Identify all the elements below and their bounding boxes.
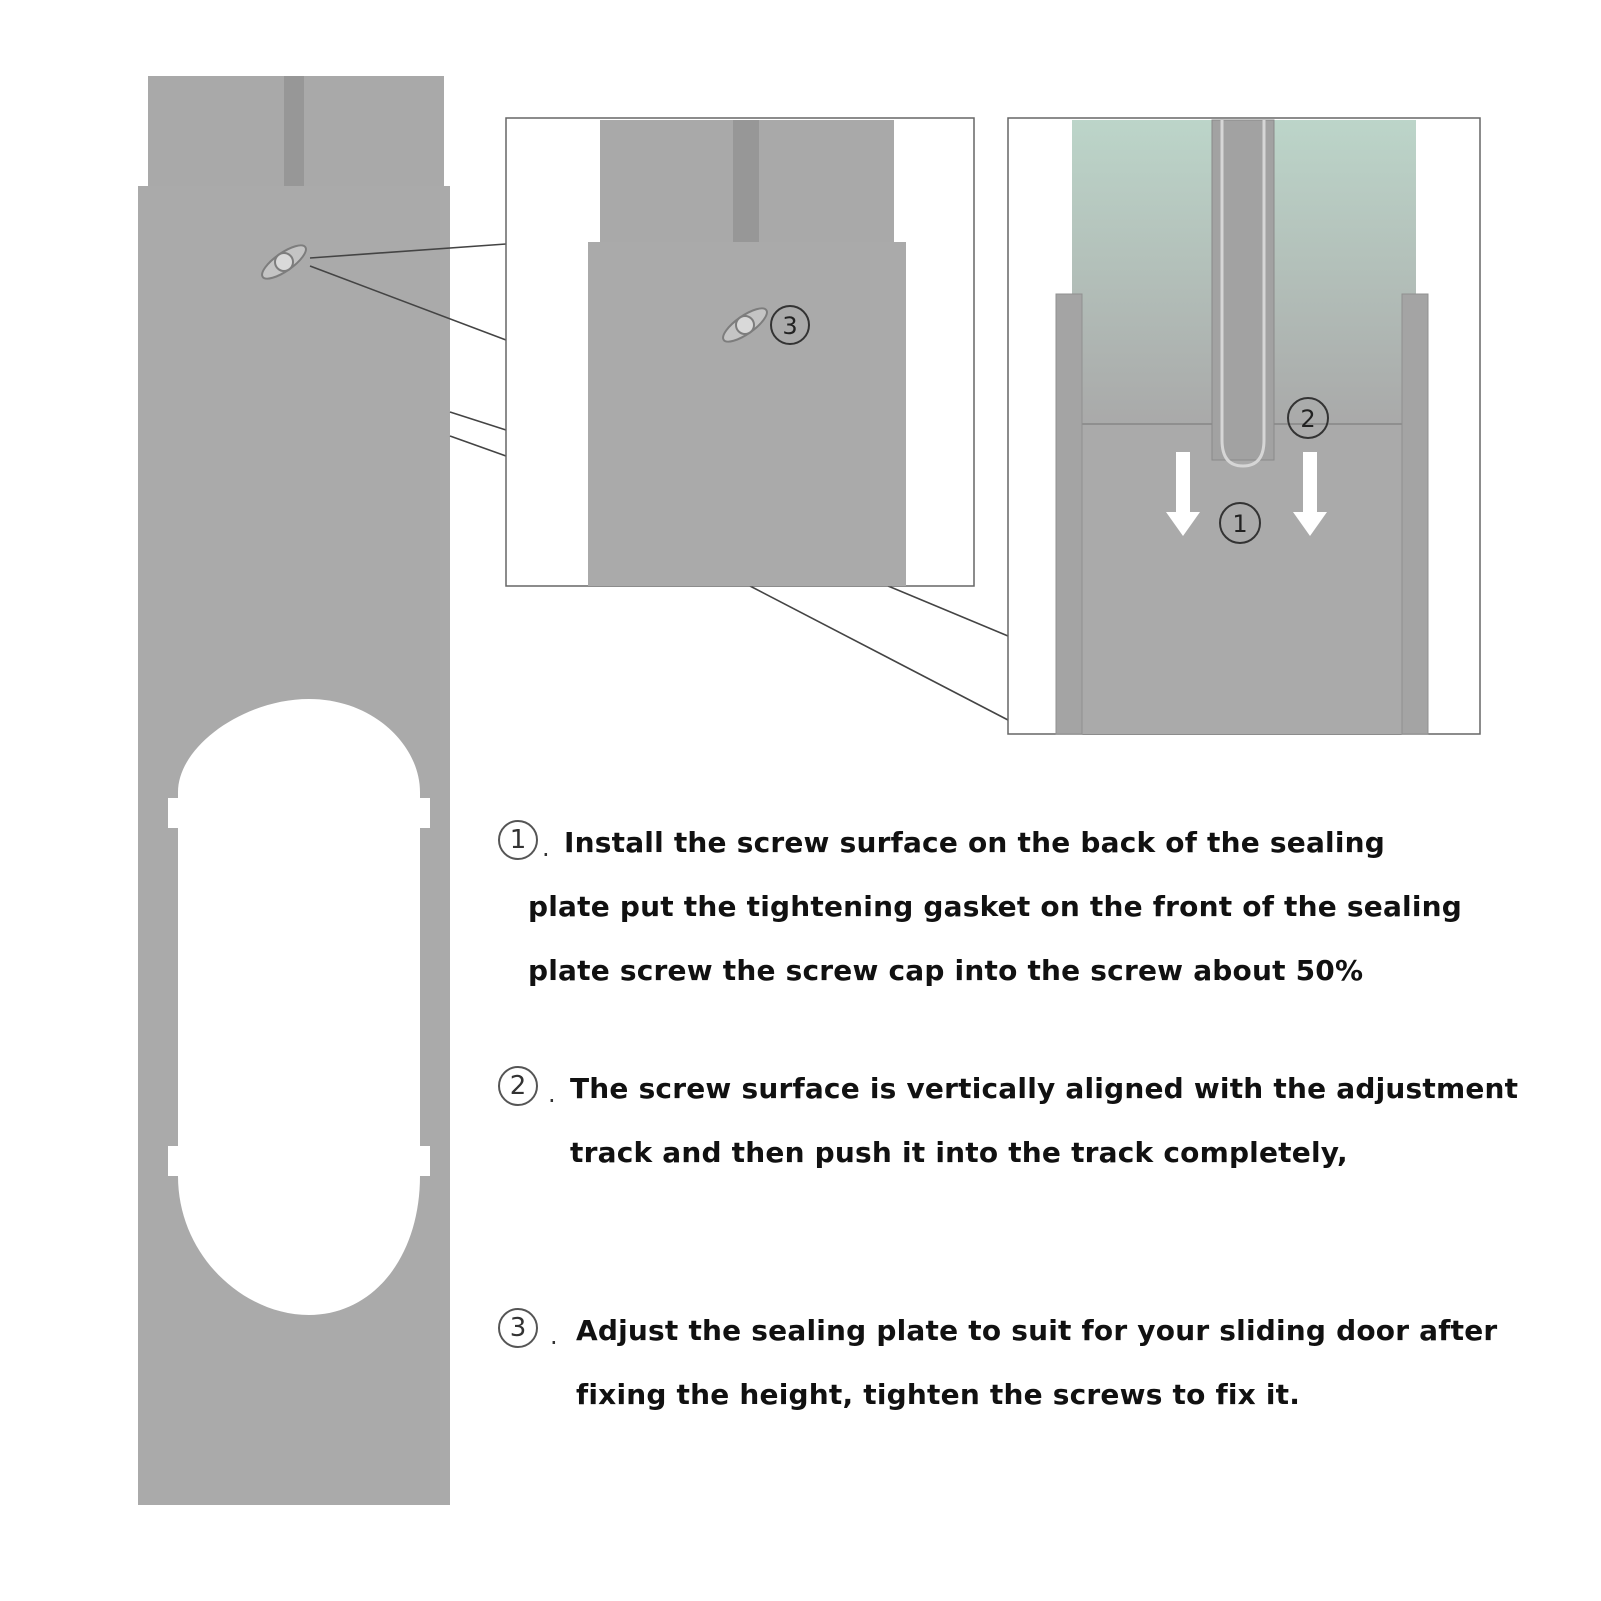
marker-2-label: 2 xyxy=(1300,405,1316,433)
step-text-line: Install the screw surface on the back of the sealing xyxy=(564,826,1386,859)
detail-lower-panel xyxy=(588,242,906,586)
step-text-line: Adjust the sealing plate to suit for your sliding door after xyxy=(576,1314,1498,1347)
step-text-line: plate put the tightening gasket on the front of the sealing xyxy=(528,890,1463,923)
marker-1-label: 1 xyxy=(1232,510,1248,538)
sealing-plate xyxy=(138,76,450,1505)
step-text-line: The screw surface is vertically aligned with the adjustment xyxy=(570,1072,1519,1105)
track-lower-body xyxy=(1056,424,1428,734)
marker-3-label: 3 xyxy=(782,312,798,340)
detail-track-slot xyxy=(733,120,759,244)
detail-panel-screw xyxy=(506,118,974,586)
right-side-rail xyxy=(1402,294,1428,734)
step-text-line: fixing the height, tighten the screws to fix it. xyxy=(576,1378,1301,1411)
step-separator: . xyxy=(548,1080,556,1108)
lower-plate-body xyxy=(138,186,450,1505)
step-text-line: plate screw the screw cap into the screw about 50% xyxy=(528,954,1364,987)
step-number-badge: 1 xyxy=(498,820,538,860)
step-separator: . xyxy=(550,1322,558,1350)
step-separator: . xyxy=(542,834,550,862)
step-number-badge: 2 xyxy=(498,1066,538,1106)
adjustment-track-slot xyxy=(284,76,304,188)
left-side-rail xyxy=(1056,294,1082,734)
detail-panel-track xyxy=(1008,118,1480,734)
step-number-badge: 3 xyxy=(498,1308,538,1348)
step-text-line: track and then push it into the track completely, xyxy=(570,1136,1348,1169)
